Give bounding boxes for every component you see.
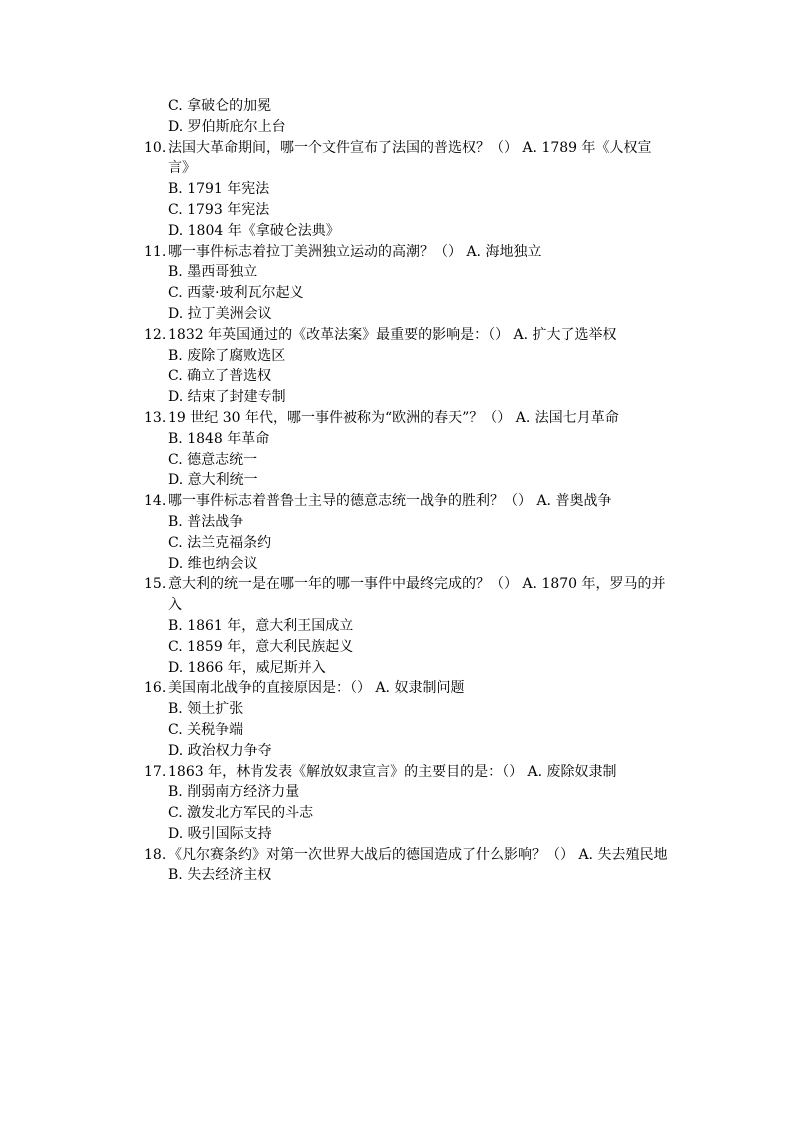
- question-text: 哪一事件标志着拉丁美洲独立运动的高潮？（） A. 海地独立: [168, 243, 542, 260]
- option-line: B. 削弱南方经济力量: [168, 784, 300, 801]
- question-text: 意大利的统一是在哪一年的哪一事件中最终完成的？（） A. 1870 年，罗马的并入: [168, 576, 666, 614]
- option-line: C. 1859 年，意大利民族起义: [168, 638, 354, 655]
- question-text: 法国大革命期间，哪一个文件宣布了法国的普选权？（） A. 1789 年《人权宣言》: [168, 139, 652, 177]
- option-line: C. 关税争端: [168, 721, 244, 738]
- question-12: [144, 325, 672, 346]
- option-line: B. 废除了腐败选区: [168, 347, 286, 364]
- question-number: 17.: [144, 763, 167, 780]
- option-line: C. 西蒙·玻利瓦尔起义: [168, 285, 304, 302]
- option-line: C. 法兰克福条约: [168, 534, 272, 551]
- option-line: D. 意大利统一: [168, 472, 258, 489]
- option-line: B. 失去经济主权: [168, 867, 272, 884]
- option-line: D. 罗伯斯庇尔上台: [168, 118, 286, 135]
- option-line: C. 拿破仑的加冕: [168, 98, 272, 114]
- option-line: D. 政治权力争夺: [168, 742, 272, 759]
- question-text: 19 世纪 30 年代，哪一事件被称为“欧洲的春天”？（） A. 法国七月革命: [168, 409, 619, 426]
- question-text: 1832 年英国通过的《改革法案》最重要的影响是：（） A. 扩大了选举权: [168, 326, 617, 343]
- option-line: D. 1804 年《拿破仑法典》: [168, 222, 340, 239]
- question-number: 14.: [144, 493, 167, 510]
- question-text: 1863 年，林肯发表《解放奴隶宣言》的主要目的是：（） A. 废除奴隶制: [168, 763, 617, 780]
- option-line: D. 维也纳会议: [168, 555, 258, 572]
- question-number: 11.: [144, 243, 167, 260]
- option-line: C. 确立了普选权: [168, 368, 272, 385]
- option-line: B. 1861 年，意大利王国成立: [168, 617, 354, 634]
- question-number: 16.: [144, 680, 167, 697]
- question-text: 《凡尔赛条约》对第一次世界大战后的德国造成了什么影响？（） A. 失去殖民地: [168, 846, 668, 863]
- option-line: D. 1866 年，威尼斯并入: [168, 659, 326, 676]
- option-line: D. 拉丁美洲会议: [168, 305, 272, 322]
- option-line: C. 德意志统一: [168, 451, 258, 468]
- question-13: [144, 408, 672, 429]
- option-line: C. 激发北方军民的斗志: [168, 805, 314, 822]
- option-line: B. 1848 年革命: [168, 430, 270, 447]
- question-17: [144, 762, 672, 783]
- question-number: 12.: [144, 326, 167, 343]
- document-page: [144, 96, 672, 886]
- question-10: [144, 138, 672, 180]
- question-number: 15.: [144, 576, 167, 593]
- option-line: C. 1793 年宪法: [168, 201, 270, 218]
- question-14: [144, 491, 672, 512]
- option-line: D. 吸引国际支持: [168, 825, 272, 842]
- question-16: [144, 678, 672, 699]
- option-line: B. 1791 年宪法: [168, 181, 270, 198]
- question-number: 10.: [144, 139, 167, 156]
- option-line: B. 普法战争: [168, 513, 244, 530]
- question-11: [144, 242, 672, 263]
- option-line: B. 墨西哥独立: [168, 264, 258, 281]
- question-text: 哪一事件标志着普鲁士主导的德意志统一战争的胜利？（） A. 普奥战争: [168, 493, 612, 510]
- option-line: D. 结束了封建专制: [168, 389, 286, 406]
- question-number: 18.: [144, 846, 167, 863]
- question-18: [144, 845, 672, 866]
- option-line: B. 领土扩张: [168, 701, 244, 718]
- question-number: 13.: [144, 409, 167, 426]
- question-text: 美国南北战争的直接原因是：（） A. 奴隶制问题: [168, 680, 465, 697]
- question-15: [144, 574, 672, 616]
